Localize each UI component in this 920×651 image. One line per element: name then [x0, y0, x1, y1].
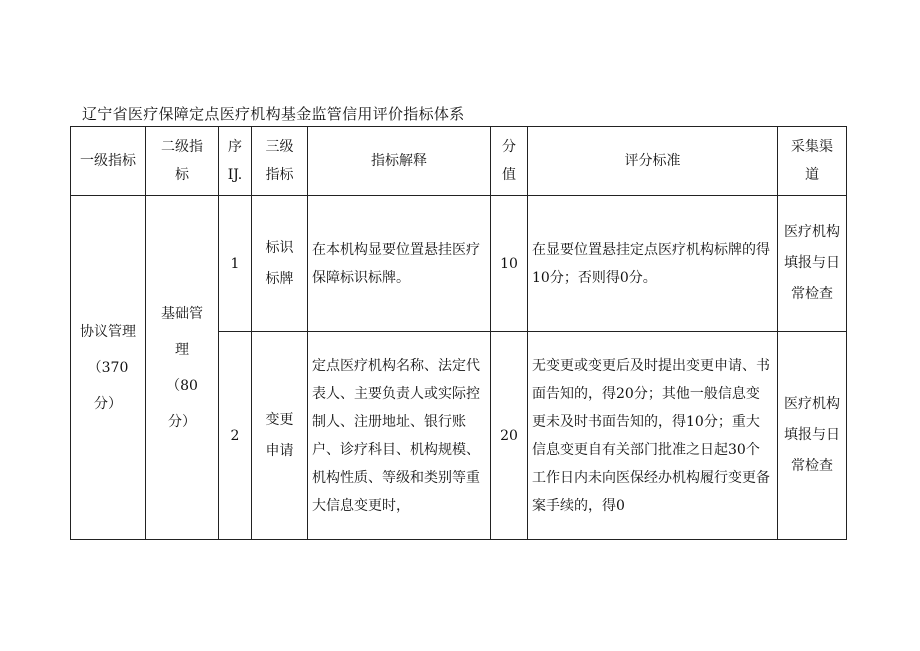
row1-seq: 1 [219, 196, 252, 332]
row2-criteria: 无变更或变更后及时提出变更申请、书面告知的，得20分；其他一般信息变更未及时书面告知的，得10分；重大信息变更自有关部门批准之日起30个工作日内未向医保经办机构履行变更备案手续的，得0 [528, 332, 778, 540]
page-title: 辽宁省医疗保障定点医疗机构基金监管信用评价指标体系 [82, 105, 465, 123]
header-seq-line1: 序 [228, 139, 242, 155]
row2-seq: 2 [219, 332, 252, 540]
header-level3-line1: 三级 [265, 139, 294, 155]
indicator-table [70, 126, 847, 540]
level2-cell [146, 196, 219, 540]
row2-explanation: 定点医疗机构名称、法定代表人、主要负责人或实际控制人、注册地址、银行账户、诊疗科目、机构规模、机构性质、等级和类别等重大信息变更时， [308, 332, 491, 540]
row1-criteria: 在显要位置悬挂定点医疗机构标牌的得10分；否则得0分。 [528, 196, 778, 332]
row1-channel [778, 196, 847, 332]
row1-channel-line1: 医疗机构 [784, 224, 840, 240]
level2-name-line1: 基础管 [161, 305, 203, 322]
row2-score: 20 [491, 332, 528, 540]
row2-channel-line3: 常检查 [791, 458, 833, 474]
header-channel [778, 127, 847, 196]
header-channel-line1: 采集渠 [791, 139, 833, 155]
row1-explanation: 在本机构显要位置悬挂医疗保障标识标牌。 [308, 196, 491, 332]
header-explanation: 指标解释 [308, 127, 491, 196]
row2-indicator-line1: 变更 [265, 411, 294, 428]
row1-indicator-line1: 标识 [265, 239, 294, 256]
header-row [71, 127, 847, 196]
header-level1: 一级指标 [71, 127, 146, 196]
level2-score-line1: （80 [166, 377, 198, 394]
row2-channel-line1: 医疗机构 [784, 396, 840, 412]
row2-indicator-line2: 申请 [265, 442, 294, 459]
row2-channel-line2: 填报与日 [784, 427, 840, 443]
header-score-line2: 值 [502, 167, 516, 183]
header-level2-line1: 二级指 [161, 139, 203, 155]
header-level2-line2: 标 [175, 167, 189, 183]
row1-channel-line3: 常检查 [791, 286, 833, 302]
level2-score-line2: 分） [168, 413, 196, 430]
header-level2 [146, 127, 219, 196]
level1-score-line1: （370 [87, 359, 129, 376]
row1-channel-line2: 填报与日 [784, 255, 840, 271]
header-score [491, 127, 528, 196]
level2-name-line2: 理 [175, 341, 189, 358]
header-channel-line2: 道 [805, 167, 819, 183]
header-seq-line2: IJ. [227, 167, 243, 183]
header-level3-line2: 指标 [265, 167, 294, 183]
table-row [71, 196, 847, 332]
header-seq [219, 127, 252, 196]
row1-indicator [252, 196, 308, 332]
header-criteria: 评分标准 [528, 127, 778, 196]
indicator-table-wrapper [70, 126, 847, 540]
level1-name: 协议管理 [80, 323, 136, 340]
level1-score-line2: 分） [94, 395, 122, 412]
row2-indicator [252, 332, 308, 540]
row1-indicator-line2: 标牌 [265, 270, 294, 287]
level1-cell [71, 196, 146, 540]
row1-score: 10 [491, 196, 528, 332]
header-level3 [252, 127, 308, 196]
row2-channel [778, 332, 847, 540]
header-score-line1: 分 [502, 139, 516, 155]
